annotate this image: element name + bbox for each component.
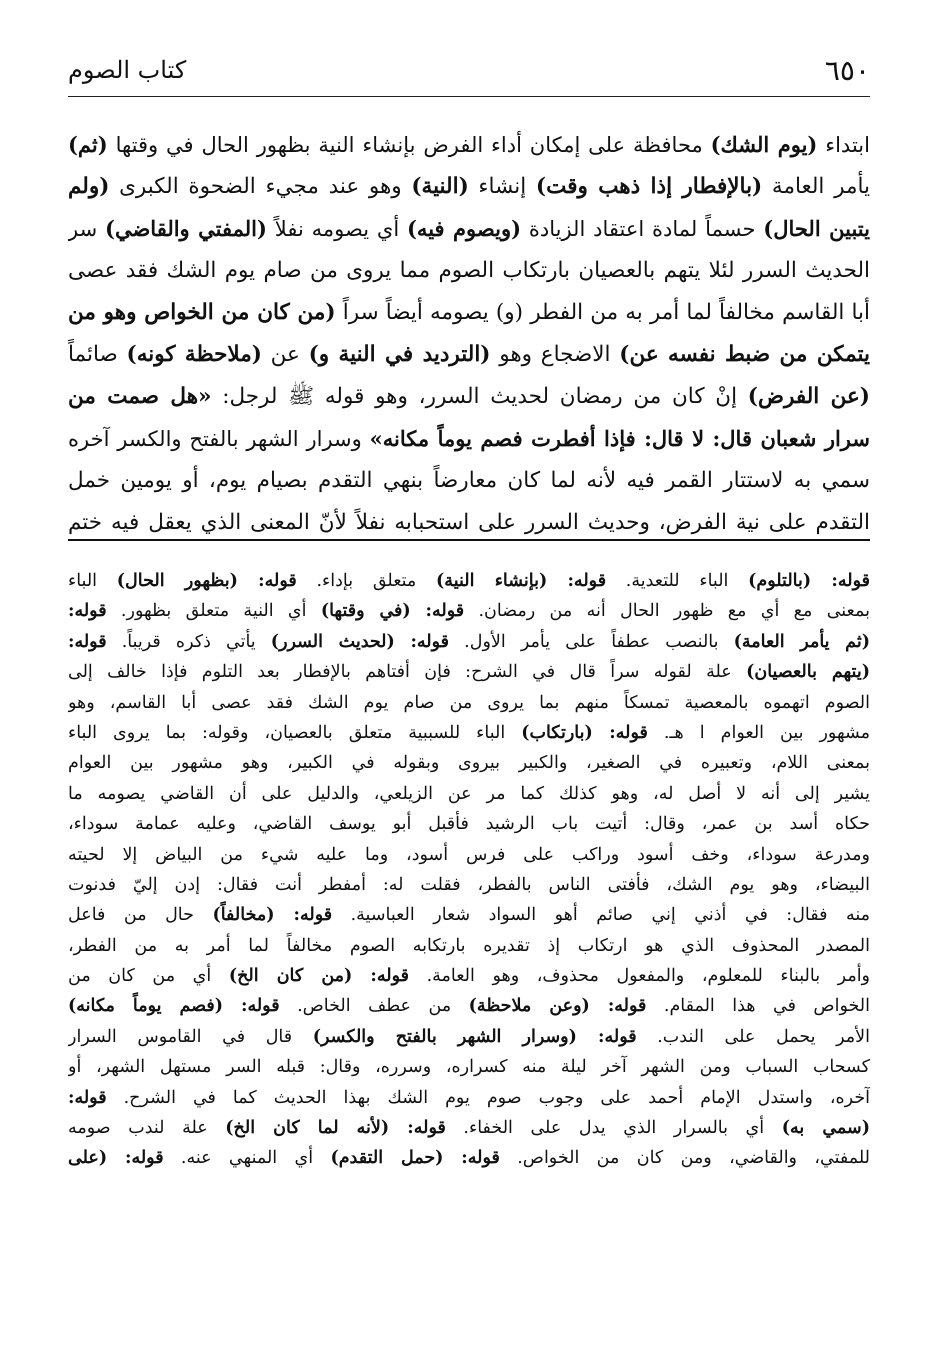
- bold-text-segment: (ملاحظة كونه): [126, 342, 262, 367]
- text-segment: حكاه أسد بن عمر، وقال: أتيت باب الرشيد فأقبل أبو يوسف القاضي، وعليه عمامة سوداء،: [68, 814, 870, 835]
- bold-text-segment: «هل صمت من: [68, 384, 212, 409]
- book-title: كتاب الصوم: [68, 56, 187, 84]
- text-segment: كسحاب السباب ومن الشهر آخر ليلة منه كسراره، وسرره، وقال: قبله السر مستهل الشهر، أو: [68, 1057, 870, 1078]
- main-text-line: [68, 418, 870, 460]
- footnote-line: [68, 627, 870, 657]
- main-text-line: [68, 460, 870, 502]
- bold-text-segment: (المفتي والقاضي): [105, 216, 267, 241]
- bold-text-segment: قوله:: [68, 601, 107, 622]
- bold-text-segment: قوله: (لحديث السرر): [270, 631, 450, 652]
- page-header: [68, 48, 870, 92]
- text-segment: أي يصومه نفلاً: [266, 217, 407, 241]
- text-segment: يأتي ذكره قريباً.: [106, 631, 271, 652]
- page-number: ٦٥٠: [824, 53, 870, 87]
- text-segment: الأمر يحمل على الندب.: [636, 1026, 870, 1047]
- bold-text-segment: (سمي به): [781, 1118, 870, 1139]
- text-segment: الحديث السرر لئلا يتهم بالعصيان بارتكاب الصوم مما يروى من صام يوم الشك فقد عصى: [68, 258, 870, 283]
- text-segment: صائماً: [68, 342, 127, 367]
- text-segment: إنشاء: [468, 174, 536, 199]
- text-segment: للمفتي، والقاضي، ومن كان من الخواص.: [499, 1148, 870, 1169]
- footnote-line: [68, 931, 870, 961]
- footnote-line: [68, 748, 870, 778]
- text-segment: الباء للسببية متعلق بالعصيان، وقوله: بما يروى الباء: [68, 722, 522, 743]
- bold-text-segment: قوله: (على: [68, 1148, 164, 1169]
- text-segment: علة لقوله سراً قال في الشرح: فإن أفتاهم بالإفطار بعد التلوم فإذا خالف إلى: [68, 662, 747, 683]
- text-segment: عن: [261, 342, 309, 367]
- bold-text-segment: (ويصوم فيه): [407, 216, 522, 241]
- main-text: [68, 124, 870, 544]
- bold-text-segment: قوله: (فصم يوماً مكانه): [68, 996, 280, 1017]
- text-segment: ومدرعة سوداء، وخف أسود وراكب على فرس أسود، وما عليه شيء من البياض إلا لحيته: [68, 844, 870, 865]
- bold-text-segment: سرار شعبان قال: لا قال: فإذا أفطرت فصم يوماً مكانه»: [369, 426, 870, 451]
- bold-text-segment: (من كان من الخواص وهو من: [68, 300, 336, 325]
- text-segment: الاضجاع وهو: [490, 342, 620, 367]
- text-segment: علة لندب صومه: [68, 1118, 226, 1139]
- text-segment: حسماً لمادة اعتقاد الزيادة: [521, 217, 764, 241]
- main-text-line: [68, 376, 870, 418]
- bold-text-segment: يتمكن من ضبط نفسه عن): [619, 342, 870, 367]
- main-text-line: [68, 208, 870, 250]
- footnote-line: [68, 1083, 870, 1113]
- text-segment: قال في القاموس السرار: [68, 1026, 313, 1047]
- footnote-line: [68, 900, 870, 930]
- text-segment: وهو عند مجيء الضحوة الكبرى: [109, 174, 412, 199]
- text-segment: سر: [68, 217, 106, 241]
- text-segment: الصوم اتهموه بالمعصية تمسكاً منهم بما يروى من صام يوم الشك فقد عصى أبا القاسم، وهو: [68, 692, 870, 713]
- bold-text-segment: قوله: (لأنه لما كان الخ): [225, 1118, 446, 1139]
- text-segment: الباء للتعدية.: [606, 571, 749, 591]
- text-segment: حال من فاعل: [68, 905, 213, 926]
- text-segment: منه فقال: في أذني إني صائم أهو السواد شعار العباسية.: [332, 905, 870, 926]
- bold-text-segment: (الترديد في النية و): [308, 342, 491, 367]
- footnote-line: [68, 718, 870, 748]
- bold-text-segment: قوله: (بالتلوم): [748, 571, 870, 591]
- bold-text-segment: (النية): [411, 174, 469, 199]
- bold-text-segment: قوله: (بارتكاب): [521, 722, 648, 743]
- main-text-line: [68, 502, 870, 544]
- text-segment: وأمر بالبناء للمعلوم، والمفعول محذوف، وهو العامة.: [409, 966, 870, 987]
- text-segment: الخواص في هذا المقام.: [646, 996, 870, 1017]
- bold-text-segment: قوله: (بظهور الحال): [116, 571, 297, 591]
- footnotes-section: [68, 566, 870, 1174]
- footnote-line: [68, 688, 870, 718]
- text-segment: أي النية متعلق بظهور.: [106, 601, 321, 622]
- footnote-line: [68, 657, 870, 687]
- text-segment: أبا القاسم مخالفاً لما أمر به من الفطر (و) يصومه أيضاً سراً: [335, 300, 870, 325]
- text-segment: الباء: [68, 571, 117, 591]
- text-segment: البيضاء، وهو يوم الشك، فأفتى الناس بالفطر، فقلت له: أمفطر أنت فقال: إدن إليّ فدنوت: [68, 874, 870, 895]
- text-segment: سمي به لاستتار القمر فيه لأنه لما كان معارضاً بنهي التقدم بصيام يوم، أو يومين خمل: [68, 468, 870, 493]
- bold-text-segment: قوله: (وسرار الشهر بالفتح والكسر): [312, 1026, 637, 1047]
- bold-text-segment: يتبين الحال): [763, 216, 870, 241]
- text-segment: وسرار الشهر بالفتح والكسر آخره: [68, 427, 370, 451]
- bold-text-segment: (يتهم بالعصيان): [746, 662, 870, 683]
- footnote-divider: [68, 539, 870, 541]
- bold-text-segment: (ثم يأمر العامة): [733, 631, 870, 652]
- text-segment: بمعنى مع أي مع ظهور الحال أنه من رمضان.: [464, 601, 870, 622]
- bold-text-segment: قوله: (من كان الخ): [228, 966, 409, 987]
- bold-text-segment: (ثم): [68, 132, 108, 157]
- footnote-line: [68, 809, 870, 839]
- text-segment: متعلق بإداء.: [296, 571, 437, 591]
- footnote-line: [68, 961, 870, 991]
- text-segment: أي بالسرار الذي يدل على الخفاء.: [445, 1118, 782, 1139]
- bold-text-segment: قوله:: [68, 1087, 107, 1108]
- main-text-line: [68, 250, 870, 292]
- footnote-line: [68, 1143, 870, 1173]
- bold-text-segment: قوله: (في وقتها): [320, 601, 465, 622]
- footnote-line: [68, 840, 870, 870]
- bold-text-segment: (عن الفرض): [747, 384, 870, 409]
- text-segment: أي من كان من: [68, 966, 229, 987]
- text-segment: إنْ كان من رمضان لحديث السرر، وهو قوله ﷺ لرجل:: [211, 384, 748, 409]
- bold-text-segment: قوله: (مخالفاً): [212, 905, 333, 926]
- footnote-line: [68, 1022, 870, 1052]
- main-text-line: [68, 334, 870, 376]
- text-segment: أي المنهي عنه.: [163, 1148, 331, 1169]
- footnote-line: [68, 596, 870, 626]
- main-text-line: [68, 292, 870, 334]
- text-segment: من عطف الخاص.: [279, 996, 469, 1017]
- footnote-line: [68, 870, 870, 900]
- text-segment: يأمر العامة: [762, 174, 870, 199]
- text-segment: محافظة على إمكان أداء الفرض بإنشاء النية بظهور الحال في وقتها: [107, 133, 711, 157]
- main-text-line: [68, 124, 870, 166]
- bold-text-segment: قوله: (حمل التقدم): [330, 1148, 500, 1169]
- text-segment: ابتداء: [817, 133, 870, 157]
- text-segment: بالنصب عطفاً على يأمر الأول.: [449, 631, 734, 652]
- text-segment: يشير إلى أنه لا أصل له، وهو كذلك كما مر عن الزيلعي، والدليل على أن القاضي يصومه ما: [68, 783, 870, 804]
- footnote-line: [68, 1113, 870, 1143]
- bold-text-segment: قوله:: [68, 631, 107, 652]
- main-text-line: [68, 166, 870, 208]
- bold-text-segment: (ولم: [68, 174, 110, 199]
- footnote-line: [68, 779, 870, 809]
- text-segment: المصدر المحذوف الذي هو ارتكاب إذ تقديره بارتكابه الصوم مخالفاً لما أمر به من الفطر،: [68, 935, 870, 956]
- text-segment: بمعنى اللام، وتعبيره في الصغير، والكبير بيروى وبقوله في الكبير، وهو مشهور بين العوام: [68, 753, 870, 774]
- text-segment: مشهور بين العوام ا هـ.: [647, 722, 870, 743]
- header-rule: [68, 96, 870, 97]
- bold-text-segment: قوله: (بإنشاء النية): [436, 571, 607, 591]
- text-segment: التقدم على نية الفرض، وحديث السرر على استحبابه نفلاً لأنّ المعنى الذي يعقل فيه ختم: [68, 510, 870, 535]
- footnote-line: [68, 991, 870, 1021]
- bold-text-segment: قوله: (وعن ملاحظة): [468, 996, 647, 1017]
- bold-text-segment: (يوم الشك): [710, 132, 818, 157]
- footnote-line: [68, 566, 870, 596]
- footnote-line: [68, 1052, 870, 1082]
- bold-text-segment: (بالإفطار إذا ذهب وقت): [535, 174, 763, 199]
- text-segment: آخره، واستدل الإمام أحمد على وجوب صوم يوم الشك بهذا الحديث كما في الشرح.: [106, 1087, 870, 1108]
